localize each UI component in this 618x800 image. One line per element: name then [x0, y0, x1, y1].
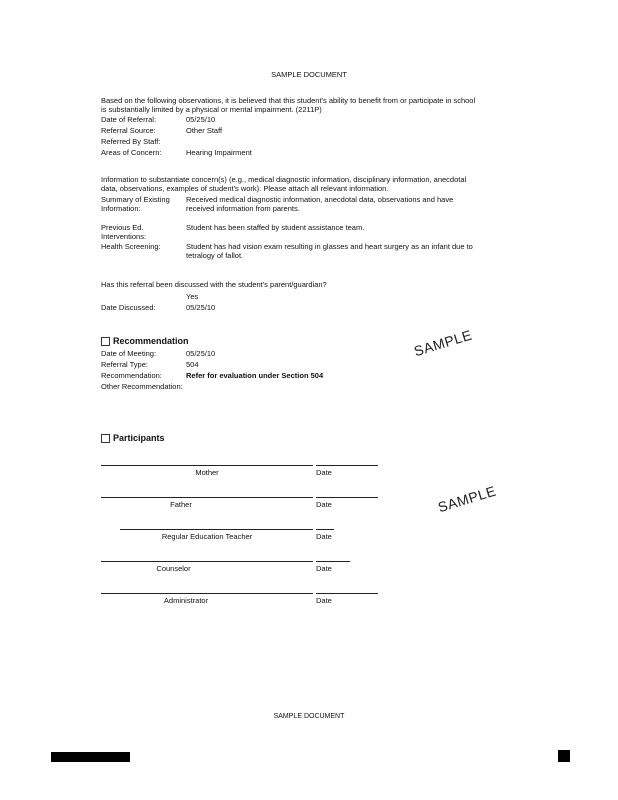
signature-date-label: Date	[316, 532, 332, 541]
referral-source-value: Other Staff	[186, 126, 223, 135]
referred-by-label: Referred By Staff:	[101, 137, 161, 146]
discussed-question: Has this referral been discussed with the student's parent/guardian?	[101, 280, 327, 289]
recommendation-icon	[101, 337, 110, 346]
information-intro: Information to substantiate concern(s) (e.g., medical diagnostic information, disciplinary information, anecdotal data, observations, examples of student's work). Please attach all relevant information.	[101, 175, 467, 193]
registration-mark	[558, 750, 570, 762]
referral-type-value: 504	[186, 360, 199, 369]
referral-type-label: Referral Type:	[101, 360, 148, 369]
signature-date-label: Date	[316, 564, 332, 573]
sample-watermark: SAMPLE	[436, 482, 498, 516]
intro-paragraph: Based on the following observations, it is believed that this student's ability to benefit from or participate in school is substantially limited by a physical or mental impairment. (2211P)	[101, 96, 476, 114]
signature-role: Father	[170, 500, 192, 509]
referral-source-label: Referral Source:	[101, 126, 156, 135]
signature-role: Mother	[195, 468, 219, 477]
participants-icon	[101, 434, 110, 443]
document-footer: SAMPLE DOCUMENT	[273, 713, 345, 720]
health-screening-label: Health Screening:	[101, 242, 161, 251]
signature-line	[120, 529, 313, 530]
existing-info-label: Summary of Existing Information:	[101, 195, 170, 213]
meeting-date-label: Date of Meeting:	[101, 349, 157, 358]
signature-line	[101, 497, 313, 498]
referral-date-value: 05/25/10	[186, 115, 216, 124]
previous-interventions-label: Previous Ed. Interventions:	[101, 223, 147, 241]
signature-date-label: Date	[316, 596, 332, 605]
referral-date-label: Date of Referral:	[101, 115, 157, 124]
meeting-date-value: 05/25/10	[186, 349, 216, 358]
date-discussed-label: Date Discussed:	[101, 303, 156, 312]
signature-line	[101, 465, 313, 466]
redaction-bar	[51, 752, 130, 762]
signature-role: Administrator	[163, 596, 209, 605]
date-discussed-value: 05/25/10	[186, 303, 216, 312]
date-line	[316, 593, 378, 594]
previous-interventions-value: Student has been staffed by student assistance team.	[186, 223, 365, 232]
date-line	[316, 465, 378, 466]
sample-watermark: SAMPLE	[412, 326, 474, 360]
other-recommendation-label: Other Recommendation:	[101, 382, 183, 391]
areas-of-concern-label: Areas of Concern:	[101, 148, 162, 157]
discussed-answer: Yes	[186, 292, 199, 301]
recommendation-value: Refer for evaluation under Section 504	[186, 371, 324, 380]
signature-date-label: Date	[316, 500, 332, 509]
areas-of-concern-value: Hearing Impairment	[186, 148, 252, 157]
signature-role: Regular Education Teacher	[161, 532, 253, 541]
health-screening-value: Student has had vision exam resulting in glasses and heart surgery as an infant due to tetralogy of fallot.	[186, 242, 473, 260]
signature-role: Counselor	[156, 564, 191, 573]
document-header: SAMPLE DOCUMENT	[271, 70, 347, 79]
signature-line	[101, 593, 313, 594]
date-line	[316, 561, 350, 562]
participants-heading: Participants	[101, 433, 165, 443]
recommendation-heading: Recommendation	[101, 336, 189, 346]
date-line	[316, 497, 378, 498]
signature-line	[101, 561, 313, 562]
date-line	[316, 529, 334, 530]
recommendation-label: Recommendation:	[101, 371, 162, 380]
signature-date-label: Date	[316, 468, 332, 477]
existing-info-value: Received medical diagnostic information, anecdotal data, observations and have received information from parents.	[186, 195, 454, 213]
